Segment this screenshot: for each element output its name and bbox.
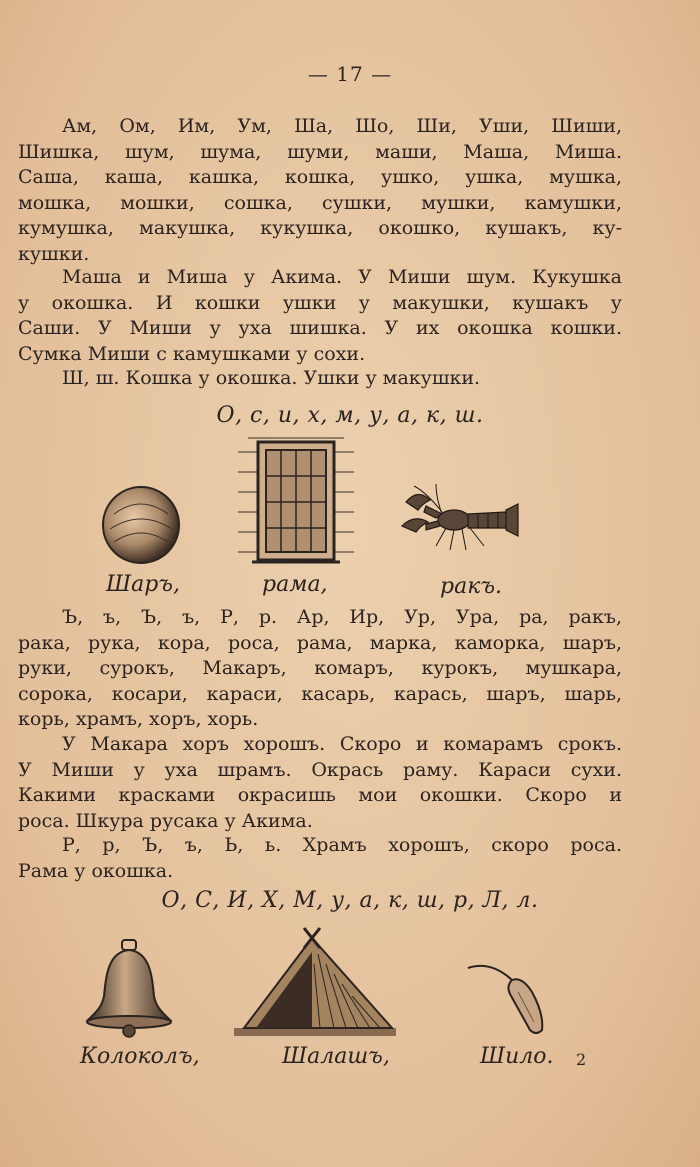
text-line: Р, р, Ъ, ъ, Ь, ь. Храмъ хорошъ, скоро роса.: [62, 834, 622, 856]
caption-ball: Шаръ,: [106, 572, 180, 597]
letters-row-1: О, с, и, х, м, у, а, к, ш.: [216, 403, 484, 428]
paragraph-syllables: [18, 114, 622, 267]
crayfish-icon: [396, 484, 520, 562]
text-line: у окошка. И кошки ушки у макушки, кушакъ у: [18, 291, 622, 314]
text-line: Сумка Миши с камушками у сохи.: [18, 342, 366, 365]
text-line: Ам, Ом, Им, Ум, Ша, Шо, Ши, Уши, Шиши,: [62, 115, 622, 137]
window-frame-icon: [238, 432, 354, 566]
awl-icon: [466, 958, 550, 1038]
text-line: Саши. У Миши у уха шишка. У их окошка кошки.: [18, 317, 622, 339]
text-line: кумушка, макушка, кукушка, окошко, кушакъ, ку-: [18, 217, 622, 239]
text-line: рака, рука, кора, роса, рама, марка, каморка, шаръ,: [18, 631, 622, 654]
paragraph-sentences-3: [18, 833, 622, 884]
text-line: Саша, каша, кашка, кошка, ушко, ушка, мушка,: [18, 166, 622, 188]
caption-bell: Колоколъ,: [80, 1044, 200, 1069]
bell-icon: [84, 938, 174, 1038]
page-number: — 17 —: [307, 62, 393, 86]
text-line: У Макара хоръ хорошъ. Скоро и комарамъ срокъ.: [62, 733, 622, 755]
text-line: Ш, ш. Кошка у окошка. Ушки у макушки.: [62, 367, 481, 389]
hut-icon: [234, 924, 396, 1040]
text-line: роса. Шкура русака у Акима.: [18, 809, 313, 832]
text-line: Ъ, ъ, Ъ, ъ, Р, р. Ар, Ир, Ур, Ура, ра, ракъ,: [62, 606, 622, 628]
text-line: руки, сурокъ, Макаръ, комаръ, курокъ, мушкара,: [18, 657, 622, 679]
caption-crayfish: ракъ.: [440, 574, 502, 599]
paragraph-r-words: [18, 605, 622, 733]
caption-window: рама,: [262, 572, 328, 597]
signature-mark: 2: [576, 1050, 587, 1069]
text-line: кушки.: [18, 242, 90, 265]
text-line: сорока, косари, караси, касарь, карась, шаръ, шарь,: [18, 682, 622, 705]
ball-icon: [100, 484, 182, 566]
text-line: Шишка, шум, шума, шуми, маши, Маша, Миша.: [18, 140, 622, 163]
paragraph-sentences-2: [18, 732, 622, 834]
text-line: Маша и Миша у Акима. У Миши шум. Кукушка: [62, 266, 622, 288]
paragraph-sh-line: [18, 366, 622, 392]
text-line: Рама у окошка.: [18, 859, 174, 882]
text-line: Какими красками окрасишь мои окошки. Скоро и: [18, 784, 622, 806]
caption-awl: Шило.: [480, 1044, 554, 1069]
paragraph-sentences-1: [18, 265, 622, 367]
text-line: корь, храмъ, хоръ, хорь.: [18, 708, 259, 730]
letters-row-2: О, С, И, Х, М, у, а, к, ш, р, Л, л.: [161, 888, 539, 913]
text-line: мошка, мошки, сошка, сушки, мушки, камушки,: [18, 191, 622, 214]
caption-hut: Шалашъ,: [282, 1044, 390, 1069]
text-line: У Миши у уха шрамъ. Окрась раму. Караси сухи.: [18, 758, 622, 781]
